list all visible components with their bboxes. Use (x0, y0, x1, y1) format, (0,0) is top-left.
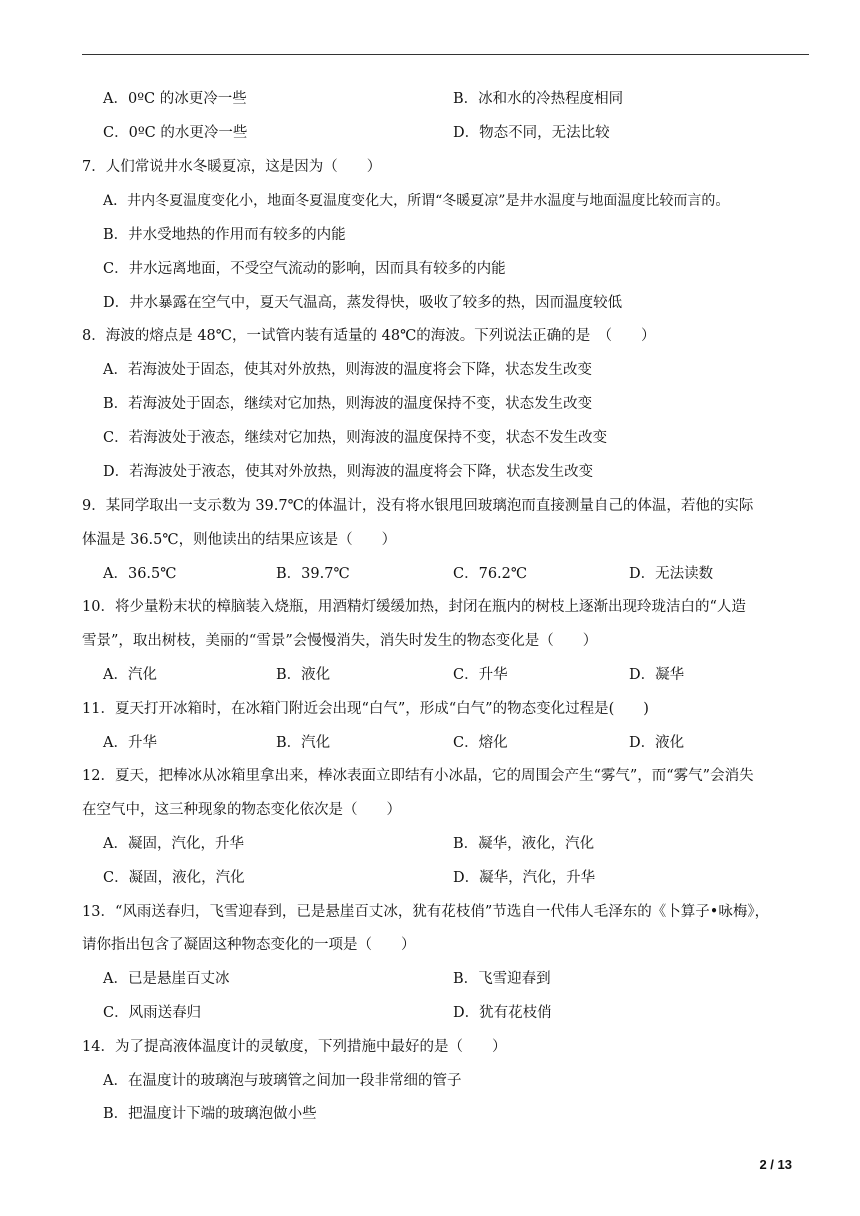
q10-option-c: C．升华 (453, 667, 508, 683)
q10-stem-line-1: 10．将少量粉末状的樟脑装入烧瓶，用酒精灯缓缓加热，封闭在瓶内的树枝上逐渐出现玲珑洁白的“人造 (82, 599, 746, 615)
q10-stem-line-2: 雪景”，取出树枝，美丽的“雪景”会慢慢消失，消失时发生的物态变化是（ ） (82, 633, 598, 649)
q13-option-a: A．已是悬崖百丈冰 (103, 971, 230, 987)
q12-stem-line-1: 12．夏天，把棒冰从冰箱里拿出来，棒冰表面立即结有小冰晶，它的周围会产生“雾气”，而“雾气”会消失 (82, 768, 754, 784)
q12-option-d: D．凝华，汽化，升华 (453, 870, 596, 886)
q12-option-b: B．凝华，液化，汽化 (453, 836, 595, 852)
q11-stem: 11．夏天打开冰箱时，在冰箱门附近会出现“白气”，形成“白气”的物态变化过程是( ) (82, 701, 649, 717)
q10-option-b: B．液化 (276, 667, 331, 683)
q6-option-d: D．物态不同，无法比较 (453, 125, 610, 141)
q9-stem-line-1: 9．某同学取出一支示数为 39.7℃的体温计，没有将水银甩回玻璃泡而直接测量自己的体温，若他的实际 (82, 498, 754, 514)
q11-option-b: B．汽化 (276, 735, 331, 751)
page-number: 2 / 13 (759, 1157, 792, 1172)
q14-option-a: A．在温度计的玻璃泡与玻璃管之间加一段非常细的管子 (103, 1073, 462, 1089)
q9-option-b: B．39.7℃ (276, 566, 350, 582)
q6-option-c: C．0ºC 的水更冷一些 (103, 125, 248, 141)
q10-option-a: A．汽化 (103, 667, 157, 683)
q11-option-a: A．升华 (103, 735, 157, 751)
q9-option-c: C．76.2℃ (453, 566, 528, 582)
q7-option-d: D．井水暴露在空气中，夏天气温高，蒸发得快，吸收了较多的热，因而温度较低 (103, 295, 623, 311)
q9-stem-line-2: 体温是 36.5℃，则他读出的结果应该是（ ） (82, 532, 397, 548)
q13-option-d: D．犹有花枝俏 (453, 1005, 552, 1021)
q14-option-b: B．把温度计下端的玻璃泡做小些 (103, 1106, 317, 1122)
q6-option-a: A．0ºC 的冰更冷一些 (103, 91, 247, 107)
q7-option-a: A．井内冬夏温度变化小，地面冬夏温度变化大，所谓“冬暖夏凉”是井水温度与地面温度比较而言的。 (103, 193, 730, 209)
q8-option-a: A．若海波处于固态，使其对外放热，则海波的温度将会下降，状态发生改变 (103, 362, 592, 378)
q13-option-c: C．风雨送春归 (103, 1005, 202, 1021)
q8-option-b: B．若海波处于固态，继续对它加热，则海波的温度保持不变，状态发生改变 (103, 396, 593, 412)
q8-option-c: C．若海波处于液态，继续对它加热，则海波的温度保持不变，状态不发生改变 (103, 430, 608, 446)
q13-stem-line-1: 13．“风雨送春归，飞雪迎春到，已是悬崖百丈冰，犹有花枝俏”节选自一代伟人毛泽东的《卜算子•咏梅》， (82, 904, 770, 920)
q10-option-d: D．凝华 (629, 667, 685, 683)
q13-option-b: B．飞雪迎春到 (453, 971, 551, 987)
q7-option-c: C．井水远离地面，不受空气流动的影响，因而具有较多的内能 (103, 261, 506, 277)
q7-option-b: B．井水受地热的作用而有较多的内能 (103, 227, 346, 243)
q8-option-d: D．若海波处于液态，使其对外放热，则海波的温度将会下降，状态发生改变 (103, 464, 594, 480)
q8-stem: 8．海波的熔点是 48℃，一试管内装有适量的 48℃的海波。下列说法正确的是 （ ） (82, 328, 656, 344)
q12-stem-line-2: 在空气中，这三种现象的物态变化依次是（ ） (82, 802, 401, 818)
q9-option-a: A．36.5℃ (103, 566, 177, 582)
header-rule (82, 54, 809, 55)
q12-option-a: A．凝固，汽化，升华 (103, 836, 244, 852)
q12-option-c: C．凝固，液化，汽化 (103, 870, 245, 886)
q11-option-c: C．熔化 (453, 735, 508, 751)
q11-option-d: D．液化 (629, 735, 685, 751)
q13-stem-line-2: 请你指出包含了凝固这种物态变化的一项是（ ） (82, 937, 416, 953)
q7-stem: 7．人们常说井水冬暖夏凉，这是因为（ ） (82, 159, 382, 175)
q14-stem: 14．为了提高液体温度计的灵敏度，下列措施中最好的是（ ） (82, 1039, 507, 1055)
q6-option-b: B．冰和水的冷热程度相同 (453, 91, 624, 107)
q9-option-d: D．无法读数 (629, 566, 714, 582)
